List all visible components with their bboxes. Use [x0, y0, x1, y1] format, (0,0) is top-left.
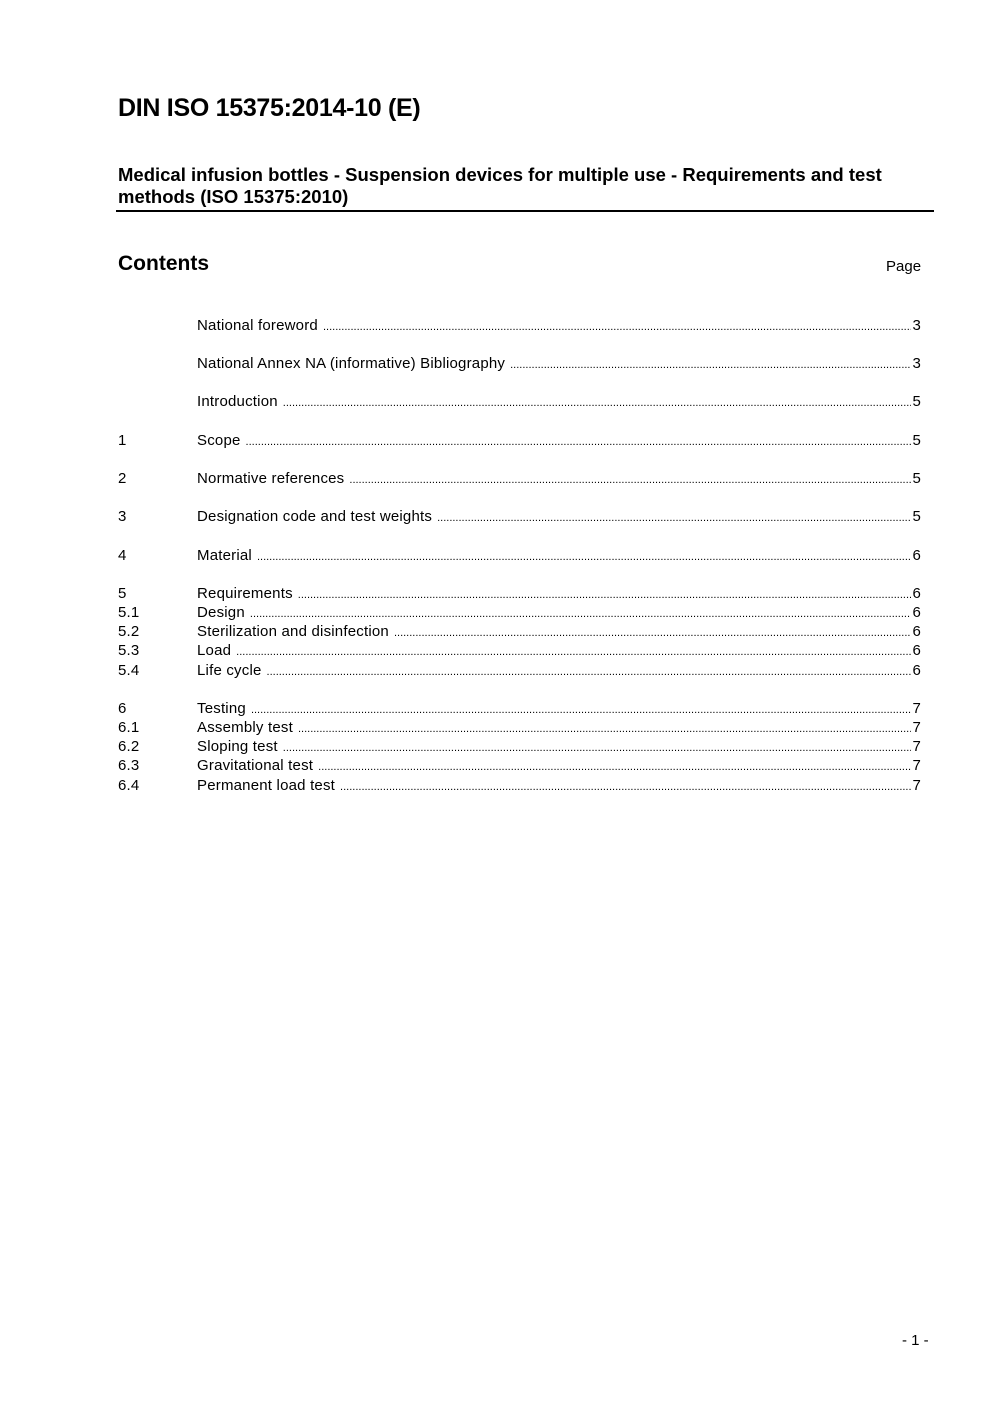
toc-entry-title: Normative references	[197, 469, 349, 488]
toc-entry-page: 6	[912, 585, 921, 602]
toc-entry-number: 6	[118, 700, 127, 717]
toc-leader-dots	[318, 758, 911, 777]
toc-entry[interactable]	[118, 756, 921, 775]
toc-entry[interactable]	[118, 699, 921, 718]
toc-entry[interactable]	[118, 661, 921, 680]
toc-entry-title: Scope	[197, 431, 246, 450]
toc-leader-dots	[267, 663, 912, 682]
toc-entry-page: 5	[912, 508, 921, 525]
toc-entry-page: 7	[912, 700, 921, 717]
toc-entry[interactable]	[118, 316, 921, 335]
toc-leader-dots	[437, 509, 911, 528]
toc-entry-title: Sterilization and disinfection	[197, 622, 394, 641]
toc-entry-page: 6	[912, 642, 921, 659]
toc-entry[interactable]	[118, 584, 921, 603]
toc-entry-title: Design	[197, 603, 250, 622]
toc-entry-title: Permanent load test	[197, 776, 340, 795]
toc-entry-page: 5	[912, 470, 921, 487]
toc-leader-dots	[510, 356, 911, 375]
toc-leader-dots	[323, 318, 911, 337]
toc-entry-page: 7	[912, 777, 921, 794]
toc-entry-title: Life cycle	[197, 661, 267, 680]
toc-entry-page: 5	[912, 393, 921, 410]
title-divider	[116, 210, 934, 212]
toc-entry-title: Sloping test	[197, 737, 283, 756]
toc-entry-title: Assembly test	[197, 718, 298, 737]
toc-entry-number: 6.4	[118, 777, 140, 794]
toc-entry-title: Introduction	[197, 392, 283, 411]
toc-entry-page: 7	[912, 738, 921, 755]
toc-entry[interactable]	[118, 622, 921, 641]
toc-entry-title: Designation code and test weights	[197, 507, 437, 526]
toc-entry-number: 2	[118, 470, 127, 487]
toc-leader-dots	[257, 548, 912, 567]
toc-leader-dots	[349, 471, 911, 490]
toc-entry-number: 4	[118, 547, 127, 564]
toc-entry-number: 6.1	[118, 719, 140, 736]
toc-entry[interactable]	[118, 392, 921, 411]
toc-entry[interactable]	[118, 718, 921, 737]
toc-entry[interactable]	[118, 431, 921, 450]
toc-entry-page: 7	[912, 757, 921, 774]
toc-entry-number: 5.3	[118, 642, 140, 659]
toc-entry-number: 5.2	[118, 623, 140, 640]
toc-entry-title: Requirements	[197, 584, 298, 603]
toc-entry-number: 6.2	[118, 738, 140, 755]
page-number: - 1 -	[902, 1332, 929, 1349]
toc-entry-page: 6	[912, 604, 921, 621]
toc-entry-number: 3	[118, 508, 127, 525]
document-subtitle: Medical infusion bottles - Suspension devices for multiple use - Requirements and test methods (ISO 15375:2010)	[118, 164, 882, 207]
toc-entry-number: 6.3	[118, 757, 140, 774]
toc-entry[interactable]	[118, 641, 921, 660]
toc-entry-number: 5.4	[118, 662, 140, 679]
toc-entry-title: National foreword	[197, 316, 323, 335]
toc-entry-page: 3	[912, 355, 921, 372]
contents-heading: Contents	[118, 252, 209, 275]
toc-entry-page: 6	[912, 547, 921, 564]
toc-entry[interactable]	[118, 507, 921, 526]
toc-entry[interactable]	[118, 546, 921, 565]
toc-entry-page: 5	[912, 432, 921, 449]
toc-entry-page: 6	[912, 662, 921, 679]
toc-entry-page: 7	[912, 719, 921, 736]
toc-entry[interactable]	[118, 737, 921, 756]
toc-entry[interactable]	[118, 354, 921, 373]
toc-entry[interactable]	[118, 603, 921, 622]
toc-entry-title: Load	[197, 641, 236, 660]
toc-entry[interactable]	[118, 776, 921, 795]
toc-entry[interactable]	[118, 469, 921, 488]
toc-entry-page: 6	[912, 623, 921, 640]
toc-leader-dots	[283, 394, 912, 413]
document-title: DIN ISO 15375:2014-10 (E)	[118, 94, 421, 122]
toc-entry-title: Gravitational test	[197, 756, 318, 775]
toc-leader-dots	[236, 643, 911, 662]
toc-entry-number: 5	[118, 585, 127, 602]
toc-entry-page: 3	[912, 317, 921, 334]
toc-entry-title: Testing	[197, 699, 251, 718]
page-column-label: Page	[886, 258, 922, 275]
toc-entry-title: National Annex NA (informative) Bibliography	[197, 354, 510, 373]
toc-entry-title: Material	[197, 546, 257, 565]
toc-leader-dots	[246, 433, 912, 452]
toc-entry-number: 1	[118, 432, 127, 449]
toc-entry-number: 5.1	[118, 604, 140, 621]
toc-leader-dots	[340, 778, 911, 797]
